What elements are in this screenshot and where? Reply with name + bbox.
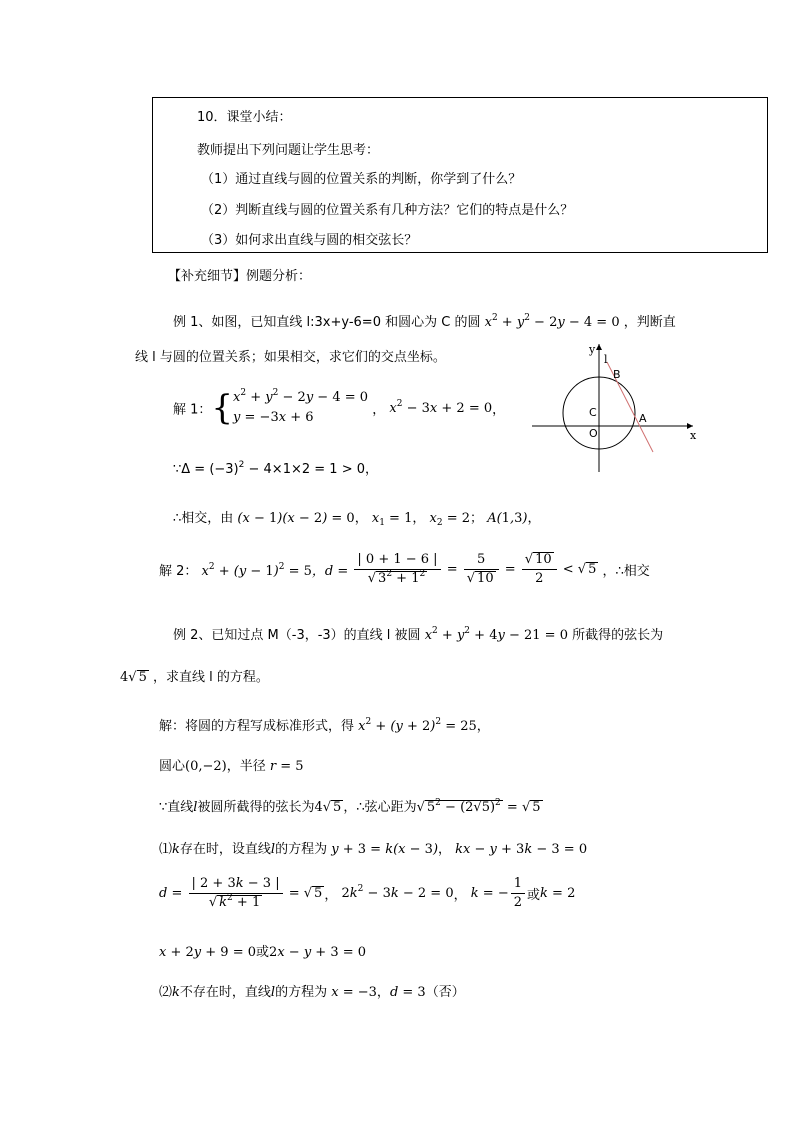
- circle-line-figure: [530, 340, 700, 475]
- example2-case2: ⑵k不存在时，直线l的方程为 x = −3，d = 3（否）: [159, 985, 465, 1000]
- point-b-label: B: [613, 368, 621, 381]
- summary-intro: 教师提出下列问题让学生思考：: [197, 143, 380, 158]
- point-o-label: O: [589, 427, 598, 440]
- example2-center-radius: 圆心(0,−2)，半径 r = 5: [159, 759, 304, 774]
- example2-line-equations: x + 2y + 9 = 0或2x − y + 3 = 0: [159, 945, 367, 960]
- summary-title: 10．课堂小结：: [197, 110, 292, 125]
- y-axis-label: y: [589, 343, 596, 356]
- line-l-label: l: [604, 353, 608, 366]
- example1-solution2: 解 2： $x^2 + (y - 1)^2 = 5$，d = $\frac{| 0 + 1 - 6 |}{√ 3^2 + 1^2}$ = $\frac{5}{√ 10}$ = $\frac{√ 10}{2}$ < √ 5 ，∴相交: [159, 552, 650, 586]
- example2-chord-distance: ∵直线l被圆所截得的弦长为4√ 5 ，∴弦心距为√ $5^2 - (2√5)^2$ = √ 5: [159, 798, 541, 815]
- summary-question-3: （3）如何求出直线与圆的相交弦长？: [201, 233, 418, 248]
- example2-statement-line1: 例 2、已知过点 M（-3，-3）的直线 l 被圆 $x^2 + y^2 + 4y - 21 = 0$ 所截得的弦长为: [173, 626, 664, 643]
- x-axis-label: x: [690, 429, 697, 442]
- summary-question-2: （2）判断直线与圆的位置关系有几种方法？它们的特点是什么？: [201, 203, 574, 218]
- summary-question-1: （1）通过直线与圆的位置关系的判断，你学到了什么？: [201, 172, 522, 187]
- example1-discriminant: ∵Δ = $(-3)^2 - 4\times 1\times 2 = 1 > 0$，: [173, 460, 378, 477]
- example2-standard-form: 解：将圆的方程写成标准形式，得 $x^2 + (y + 2)^2 = 25$，: [159, 717, 490, 734]
- example2-case1: ⑴k存在时，设直线l的方程为 y + 3 = k(x − 3)， kx − y + 3k − 3 = 0: [159, 842, 588, 857]
- example2-statement-line2: 4√ 5 ，求直线 l 的方程。: [120, 670, 269, 685]
- point-a-label: A: [639, 412, 647, 425]
- supplement-heading: 【补充细节】例题分析：: [168, 269, 312, 284]
- y-axis-arrow: [596, 344, 602, 350]
- example1-intersection-points: ∴相交，由 (x − 1)(x − 2) = 0， $x_1 = 1$， $x_2 = 2$； A(1,3)，: [173, 511, 541, 528]
- example2-distance-equation: d = $\frac{| 2 + 3k - 3 |}{√ k^2 + 1}$ = √ 5 ， $2k^2 - 3k - 2 = 0$， k = − $\frac{1}{2}$ 或k = 2: [159, 876, 576, 910]
- point-c-label: C: [589, 406, 597, 419]
- example1-solution1: 解 1：{$x^2 + y^2 - 2y - 4 = 0$ y = −3x + 6 ， $x^2 - 3x + 2 = 0$，: [173, 388, 506, 428]
- example1-statement-line2: 线 l 与圆的位置关系；如果相交，求它们的交点坐标。: [135, 350, 446, 365]
- example1-statement-line1: 例 1、如图，已知直线 l:3x+y-6=0 和圆心为 C 的圆 $x^2 + y^2 - 2y - 4 = 0$ ，判断直: [173, 313, 676, 330]
